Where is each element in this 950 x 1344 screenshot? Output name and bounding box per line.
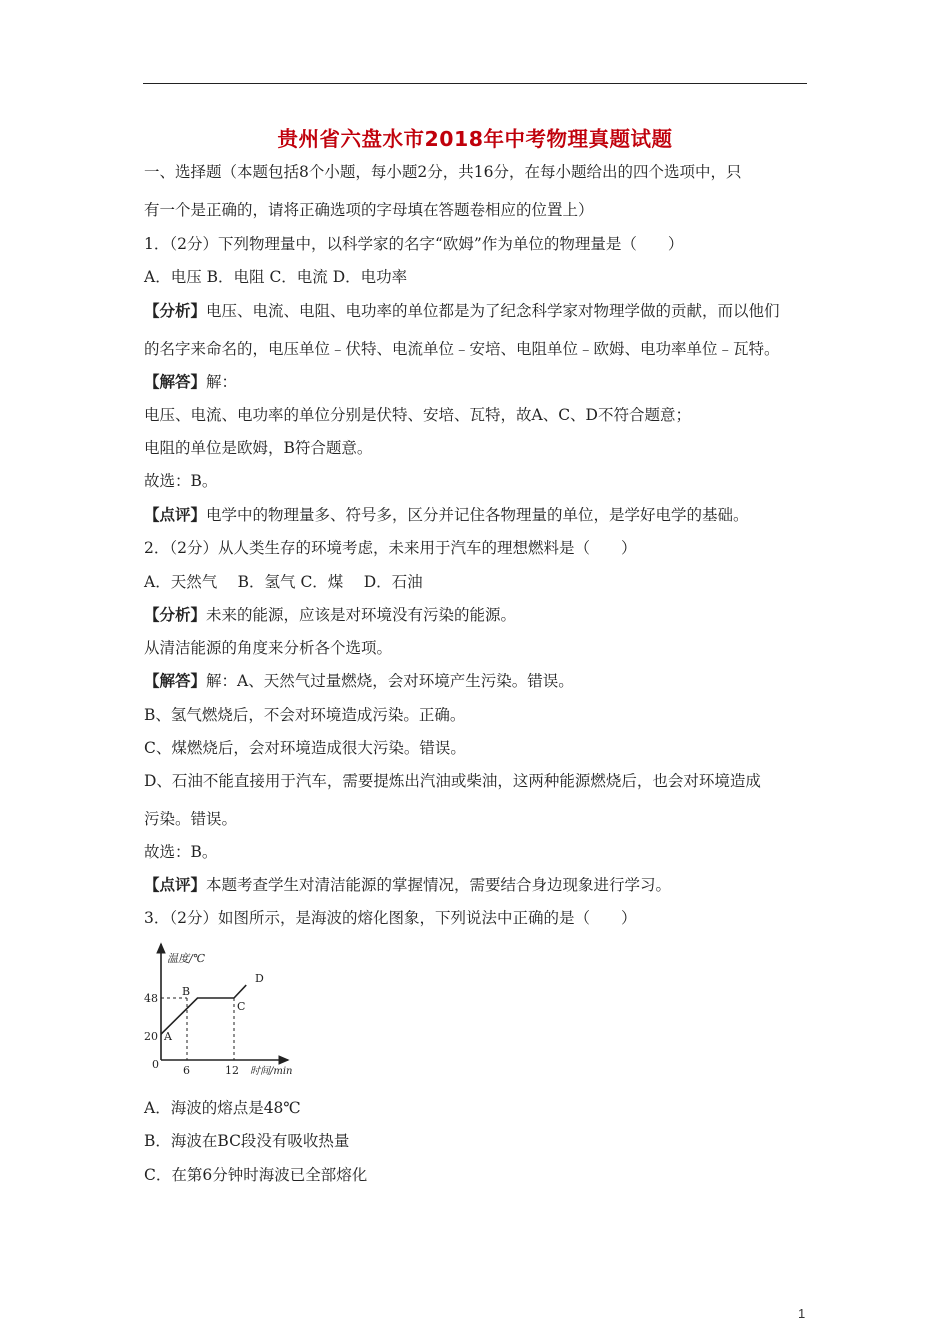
question-1-options: A．电压 B．电阻 C．电流 D．电功率 [144, 268, 408, 286]
section-intro: 一、选择题（本题包括8个小题，每小题2分，共16分，在每小题给出的四个选项中，只 [144, 163, 742, 181]
q2-analysis-cont: 从清洁能源的角度来分析各个选项。 [144, 639, 393, 657]
q1-choice: 故选：B。 [144, 472, 218, 490]
point-label-b: B [182, 985, 191, 998]
q1-comment [144, 505, 749, 525]
q1-answer [144, 372, 237, 392]
question-2-options: A．天然气 B．氢气 C．煤 D．石油 [144, 573, 423, 591]
analysis-tag: 【分析】 [144, 301, 207, 320]
page-title: 贵州省六盘水市2018年中考物理真题试题 [277, 127, 673, 151]
comment-tag: 【点评】 [144, 505, 207, 524]
point-label-c: C [237, 1000, 246, 1013]
q1-answer-line: 电阻的单位是欧姆，B符合题意。 [144, 439, 373, 457]
page-number: 1 [798, 1306, 806, 1321]
point-label-d: D [255, 972, 264, 985]
header-rule [143, 83, 807, 84]
question-3: 3．（2分）如图所示，是海波的熔化图象，下列说法中正确的是（ ） [144, 909, 637, 927]
question-1: 1．（2分）下列物理量中，以科学家的名字“欧姆”作为单位的物理量是（ ） [144, 235, 684, 253]
answer-text: 解： [206, 373, 238, 391]
analysis-text: 电压、电流、电阻、电功率的单位都是为了纪念科学家对物理学做的贡献，而以他们 [206, 302, 780, 320]
comment-text: 电学中的物理量多、符号多，区分并记住各物理量的单位，是学好电学的基础。 [206, 506, 749, 524]
x-tick-12: 12 [225, 1064, 239, 1077]
section-intro-cont: 有一个是正确的，请将正确选项的字母填在答题卷相应的位置上） [144, 201, 594, 219]
q2-answer-line: C、煤燃烧后，会对环境造成很大污染。错误。 [144, 739, 466, 757]
x-tick-6: 6 [183, 1064, 190, 1077]
question-2: 2．（2分）从人类生存的环境考虑，未来用于汽车的理想燃料是（ ） [144, 539, 637, 557]
analysis-text: 未来的能源，应该是对环境没有污染的能源。 [206, 606, 517, 624]
y-tick-48: 48 [144, 992, 158, 1005]
answer-text: 解：A、天然气过量燃烧，会对环境产生污染。错误。 [206, 672, 574, 690]
point-label-a: A [164, 1030, 172, 1043]
question-3-option-b: B．海波在BC段没有吸收热量 [144, 1132, 350, 1150]
x-axis-label: 时间/min [250, 1066, 293, 1077]
q2-answer-line: D、石油不能直接用于汽车，需要提炼出汽油或柴油，这两种能源燃烧后，也会对环境造成 [144, 772, 761, 790]
comment-text: 本题考查学生对清洁能源的掌握情况，需要结合身边现象进行学习。 [206, 876, 672, 894]
y-axis-label: 温度/℃ [167, 952, 206, 965]
q1-analysis-cont: 的名字来命名的，电压单位﹣伏特、电流单位﹣安培、电阻单位﹣欧姆、电功率单位﹣瓦特。 [144, 340, 780, 358]
analysis-tag: 【分析】 [144, 605, 207, 624]
question-3-option-a: A．海波的熔点是48℃ [144, 1099, 301, 1117]
melting-curve [161, 985, 246, 1034]
q2-answer-line-cont: 污染。错误。 [144, 810, 238, 828]
question-3-option-c: C．在第6分钟时海波已全部熔化 [144, 1166, 368, 1184]
q2-answer-line: B、氢气燃烧后，不会对环境造成污染。正确。 [144, 706, 466, 724]
melting-graph [140, 940, 310, 1080]
comment-tag: 【点评】 [144, 875, 207, 894]
q1-answer-line: 电压、电流、电功率的单位分别是伏特、安培、瓦特，故A、C、D不符合题意； [144, 406, 691, 424]
answer-tag: 【解答】 [144, 372, 207, 391]
q2-comment [144, 875, 671, 895]
q2-answer [144, 671, 574, 691]
answer-tag: 【解答】 [144, 671, 207, 690]
q2-choice: 故选：B。 [144, 843, 218, 861]
q1-analysis [144, 301, 780, 321]
y-tick-20: 20 [144, 1030, 158, 1043]
origin-label: 0 [152, 1058, 159, 1071]
q2-analysis [144, 605, 516, 625]
